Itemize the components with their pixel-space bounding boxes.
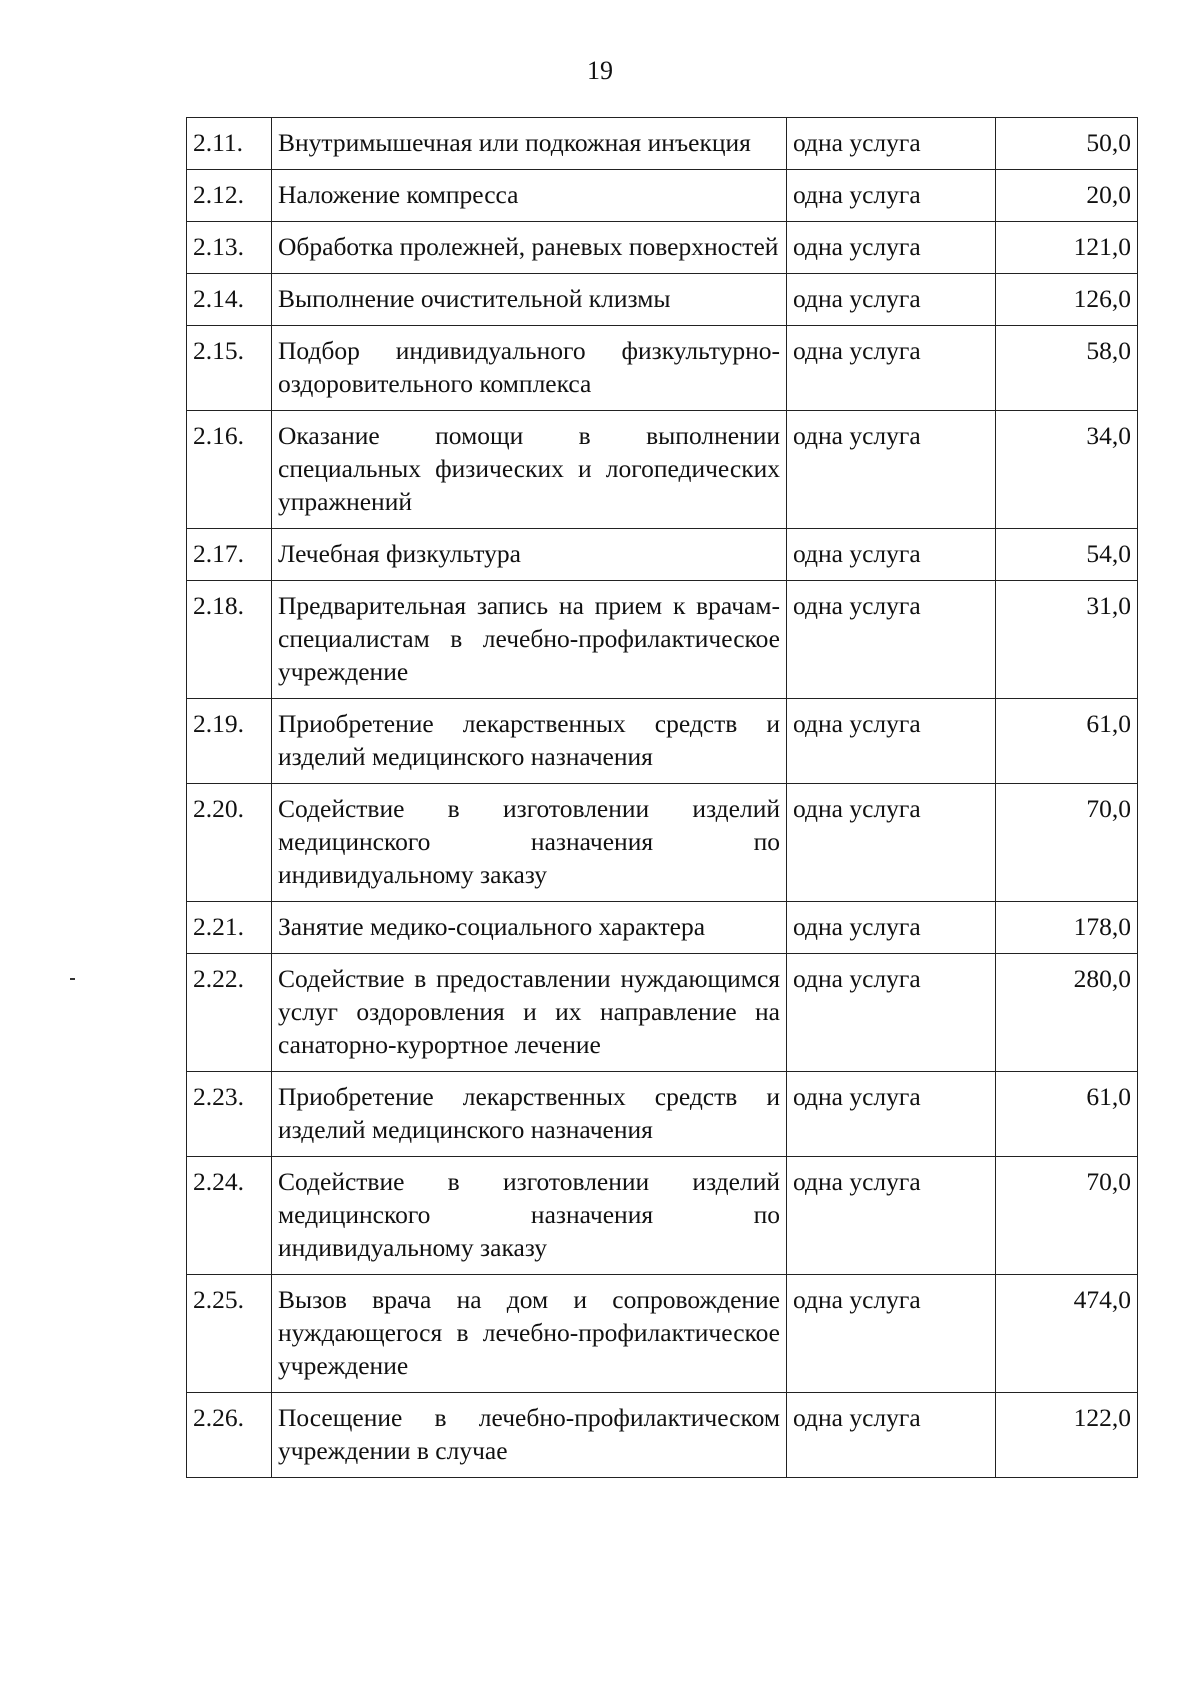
service-name: Содействие в изготовлении изделий медицинского назначения по индивидуальному заказу [272,1157,787,1275]
service-price: 61,0 [996,699,1138,784]
table-row [187,170,1138,222]
service-unit: одна услуга [787,1275,996,1393]
row-number: 2.14. [187,274,272,326]
service-name: Содействие в изготовлении изделий медицинского назначения по индивидуальному заказу [272,784,787,902]
service-price: 280,0 [996,954,1138,1072]
service-name: Наложение компресса [272,170,787,222]
service-unit: одна услуга [787,902,996,954]
service-price: 178,0 [996,902,1138,954]
service-unit: одна услуга [787,326,996,411]
service-name: Лечебная физкультура [272,529,787,581]
service-unit: одна услуга [787,170,996,222]
service-unit: одна услуга [787,1393,996,1478]
table-row [187,1072,1138,1157]
row-number: 2.25. [187,1275,272,1393]
service-price: 122,0 [996,1393,1138,1478]
row-number: 2.16. [187,411,272,529]
service-name: Приобретение лекарственных средств и изделий медицинского назначения [272,1072,787,1157]
service-price: 34,0 [996,411,1138,529]
service-price: 20,0 [996,170,1138,222]
service-unit: одна услуга [787,784,996,902]
table-row [187,784,1138,902]
service-name: Предварительная запись на прием к врачам-специалистам в лечебно-профилактическое учреждение [272,581,787,699]
service-name: Внутримышечная или подкожная инъекция [272,118,787,170]
table-row [187,274,1138,326]
scan-artifact-dot [70,978,75,980]
service-name: Приобретение лекарственных средств и изделий медицинского назначения [272,699,787,784]
table-row [187,529,1138,581]
service-unit: одна услуга [787,529,996,581]
service-unit: одна услуга [787,222,996,274]
service-name: Занятие медико-социального характера [272,902,787,954]
row-number: 2.19. [187,699,272,784]
table-row [187,699,1138,784]
service-name: Вызов врача на дом и сопровождение нуждающегося в лечебно-профилактическое учреждение [272,1275,787,1393]
service-price: 474,0 [996,1275,1138,1393]
service-unit: одна услуга [787,581,996,699]
service-price: 54,0 [996,529,1138,581]
row-number: 2.17. [187,529,272,581]
row-number: 2.21. [187,902,272,954]
services-price-table [186,117,1138,1478]
service-name: Выполнение очистительной клизмы [272,274,787,326]
service-name: Посещение в лечебно-профилактическом учреждении в случае [272,1393,787,1478]
row-number: 2.12. [187,170,272,222]
service-price: 70,0 [996,1157,1138,1275]
service-price: 126,0 [996,274,1138,326]
row-number: 2.20. [187,784,272,902]
table-row [187,581,1138,699]
service-name: Содействие в предоставлении нуждающимся услуг оздоровления и их направление на санаторно-курортное лечение [272,954,787,1072]
table-row [187,1393,1138,1478]
row-number: 2.18. [187,581,272,699]
service-unit: одна услуга [787,118,996,170]
service-price: 61,0 [996,1072,1138,1157]
service-unit: одна услуга [787,1072,996,1157]
table-row [187,1157,1138,1275]
service-price: 58,0 [996,326,1138,411]
table-row [187,118,1138,170]
service-price: 50,0 [996,118,1138,170]
row-number: 2.15. [187,326,272,411]
service-price: 121,0 [996,222,1138,274]
table-row [187,411,1138,529]
row-number: 2.23. [187,1072,272,1157]
table-row [187,954,1138,1072]
table-row [187,902,1138,954]
table-row [187,222,1138,274]
service-unit: одна услуга [787,411,996,529]
service-unit: одна услуга [787,954,996,1072]
service-unit: одна услуга [787,699,996,784]
service-name: Обработка пролежней, раневых поверхностей [272,222,787,274]
service-name: Подбор индивидуального физкультурно-оздоровительного комплекса [272,326,787,411]
row-number: 2.11. [187,118,272,170]
row-number: 2.26. [187,1393,272,1478]
row-number: 2.13. [187,222,272,274]
table-row [187,326,1138,411]
service-price: 70,0 [996,784,1138,902]
service-unit: одна услуга [787,274,996,326]
page-number: 19 [587,56,613,85]
row-number: 2.22. [187,954,272,1072]
row-number: 2.24. [187,1157,272,1275]
service-name: Оказание помощи в выполнении специальных физических и логопедических упражнений [272,411,787,529]
service-unit: одна услуга [787,1157,996,1275]
service-price: 31,0 [996,581,1138,699]
table-row [187,1275,1138,1393]
